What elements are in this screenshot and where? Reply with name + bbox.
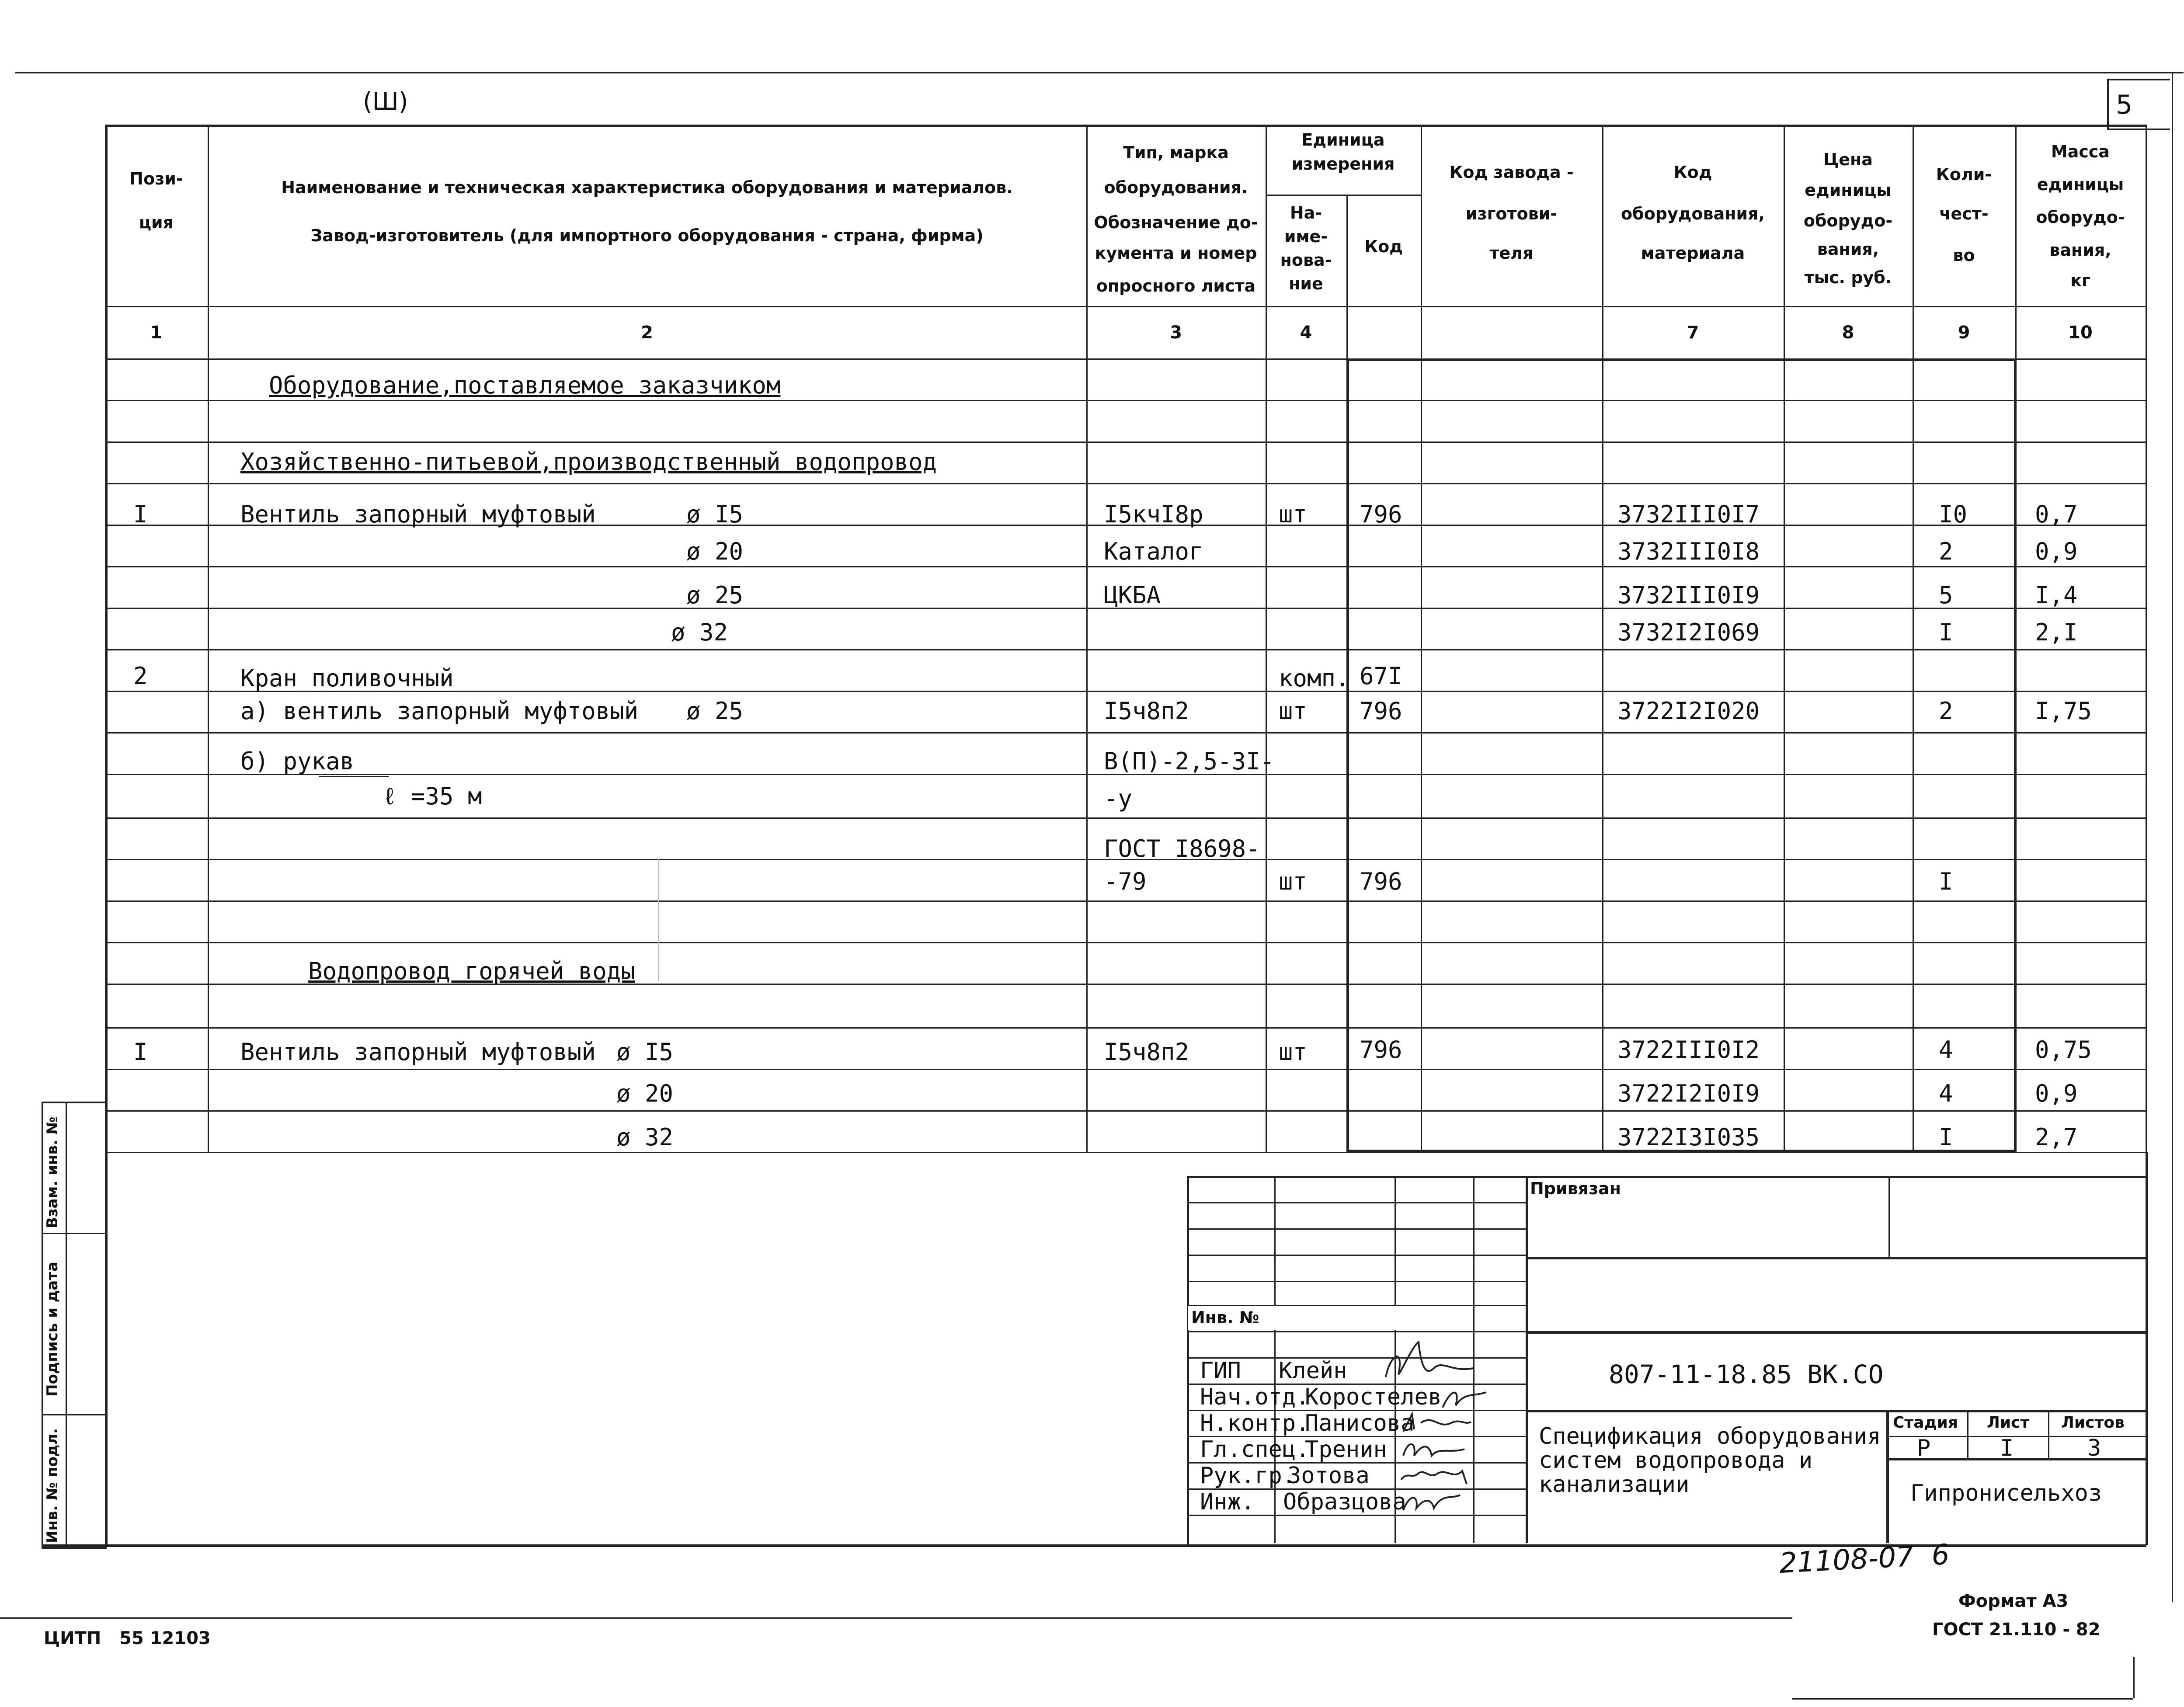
- mass: I,75: [2035, 697, 2092, 725]
- sheet-mark: (Ш): [363, 87, 408, 116]
- header-unit-name-3: нова-: [1280, 250, 1332, 270]
- role-rukgr: Рук.гр.: [1200, 1463, 1296, 1489]
- sheets-label: Листов: [2061, 1414, 2125, 1432]
- header-unit-code: Код: [1364, 237, 1403, 256]
- header-price-2: единицы: [1805, 181, 1892, 200]
- tb-line: [1526, 1410, 2146, 1412]
- tb-line: [1187, 1228, 1526, 1230]
- col-line: [208, 125, 209, 1152]
- stage-label: Стадия: [1893, 1414, 1958, 1432]
- body-thick-left: [1346, 358, 1349, 1152]
- header-qty-2: чест-: [1939, 204, 1989, 223]
- unit-sub-line: [1266, 195, 1421, 196]
- row-line: [105, 900, 2146, 902]
- unit-name: шт: [1279, 697, 1308, 725]
- body-thick-top: [1346, 358, 2015, 361]
- role-nkontr: Н.контр.: [1200, 1410, 1310, 1436]
- position: I: [133, 1038, 148, 1066]
- header-price-1: Цена: [1823, 150, 1873, 169]
- signature-gip: [1377, 1338, 1482, 1386]
- privyazan-label: Привязан: [1530, 1179, 1621, 1198]
- col-number: 3: [1170, 323, 1182, 343]
- header-unit-name-4: ние: [1289, 274, 1323, 293]
- title-line-2: систем водопровода и: [1539, 1447, 1813, 1474]
- section-heading: Водопровод горячей воды: [308, 957, 635, 985]
- mass: 0,75: [2035, 1036, 2092, 1064]
- side-strip-divider: [66, 1102, 67, 1545]
- bottom-line: [1792, 1698, 2133, 1700]
- header-mass-4: вания,: [2049, 240, 2111, 260]
- tb-line: [2048, 1410, 2049, 1458]
- row-line: [105, 817, 2146, 819]
- col-number: 1: [150, 323, 163, 343]
- item-name: Вентиль запорный муфтовый: [240, 1038, 596, 1066]
- unit-name: шт: [1279, 501, 1308, 528]
- mass: 2,I: [2035, 619, 2078, 646]
- diameter: ø 25: [686, 697, 744, 725]
- equipment-code: 3722I2I020: [1617, 697, 1760, 725]
- role-gip: ГИП: [1200, 1358, 1241, 1384]
- equipment-code: 3722I3I035: [1617, 1123, 1760, 1151]
- header-factory-2: изготови-: [1465, 204, 1558, 223]
- unit-code: 796: [1360, 501, 1402, 528]
- page-number: 5: [2116, 90, 2133, 120]
- diameter: ø 32: [616, 1123, 674, 1151]
- header-mass-2: единицы: [2037, 175, 2124, 194]
- header-type-1: Тип, марка: [1123, 143, 1229, 162]
- header-position-2: ция: [139, 213, 174, 232]
- frame-right-line: [2172, 72, 2173, 1602]
- equipment-code: 3732I2I069: [1617, 619, 1760, 646]
- col-number: 8: [1842, 323, 1854, 343]
- unit-name: шт: [1279, 1038, 1308, 1066]
- diameter: ø 32: [671, 619, 728, 646]
- header-price-3: оборудо-: [1803, 211, 1893, 230]
- signature-inzh: [1399, 1486, 1464, 1517]
- header-type-2: оборудования.: [1104, 178, 1248, 197]
- equipment-code: 3722III0I2: [1617, 1036, 1760, 1064]
- quantity: 5: [1939, 581, 1953, 609]
- header-qty-3: во: [1953, 246, 1975, 265]
- header-mass-3: оборудо-: [2036, 208, 2125, 227]
- underline: [319, 776, 389, 777]
- col-number: 4: [1300, 323, 1312, 343]
- table-left-top-line: [105, 125, 2146, 127]
- header-unit-name-1: На-: [1290, 203, 1322, 223]
- type: ГОСТ I8698-: [1104, 835, 1260, 862]
- col-line: [1421, 125, 1422, 1152]
- row-line: [105, 442, 2146, 443]
- row-line: [105, 400, 2146, 401]
- type: I5ч8п2: [1104, 697, 1189, 725]
- diameter: ø 25: [686, 581, 744, 609]
- item-name: ℓ =35 м: [383, 782, 482, 810]
- header-type-4: кумента и номер: [1095, 243, 1257, 263]
- col-line: [1602, 125, 1603, 1152]
- role-inzh: Инж.: [1200, 1489, 1255, 1515]
- mass: 0,7: [2035, 501, 2078, 528]
- header-qty-1: Коли-: [1936, 165, 1992, 184]
- document-code: 807-11-18.85 ВК.СО: [1609, 1359, 1884, 1389]
- row-line: [105, 649, 2146, 650]
- unit-name: шт: [1279, 868, 1308, 895]
- header-name-1: Наименование и техническая характеристика оборудования и материалов.: [281, 178, 1013, 197]
- header-mass-1: Масса: [2051, 142, 2110, 161]
- signature-nkontr: [1399, 1410, 1473, 1436]
- inv-label: Инв. №: [1191, 1308, 1259, 1327]
- item-name: Кран поливочный: [240, 664, 454, 692]
- tb-line: [1967, 1410, 1968, 1458]
- organization: Гипронисельхоз: [1910, 1480, 2102, 1506]
- name-nach: Коростелев: [1305, 1384, 1442, 1410]
- tb-line: [1526, 1331, 2146, 1334]
- equipment-code: 3732III0I9: [1617, 581, 1760, 609]
- mass: I,4: [2035, 581, 2078, 609]
- type: В(П)-2,5-3I-: [1104, 747, 1275, 775]
- item-name: Вентиль запорный муфтовый: [240, 501, 596, 528]
- header-unit-name-2: име-: [1284, 227, 1328, 246]
- side-strip-line: [42, 1233, 105, 1234]
- equipment-code: 3722I2I0I9: [1617, 1080, 1760, 1107]
- unit-name: комп.: [1279, 664, 1350, 692]
- col-number: 7: [1687, 323, 1699, 343]
- side-label-inv: Инв. № подл.: [44, 1428, 61, 1543]
- quantity: 2: [1939, 538, 1953, 565]
- mass: 0,9: [2035, 538, 2078, 565]
- cipt-label: ЦИТП 55 12103: [44, 1628, 211, 1648]
- diameter: ø I5: [616, 1038, 674, 1066]
- tb-line: [1187, 1255, 1526, 1256]
- position: I: [133, 501, 148, 528]
- name-inzh: Образцова: [1283, 1489, 1406, 1515]
- header-eqcode-2: оборудования,: [1621, 204, 1765, 223]
- row-line: [105, 483, 2146, 484]
- header-position-1: Пози-: [129, 169, 183, 188]
- name-nkontr: Панисова: [1305, 1410, 1415, 1436]
- quantity: I: [1939, 619, 1953, 646]
- type: -79: [1104, 868, 1147, 895]
- name-gip: Клейн: [1279, 1358, 1347, 1384]
- unit-code: 796: [1360, 868, 1402, 895]
- sheet-value: I: [2000, 1435, 2014, 1461]
- position: 2: [133, 662, 148, 690]
- diameter: ø I5: [686, 501, 744, 528]
- mass: 2,7: [2035, 1123, 2078, 1151]
- row-line: [105, 942, 2146, 943]
- quantity: 4: [1939, 1036, 1953, 1064]
- side-label-vzam: Взам. инв. №: [44, 1116, 61, 1228]
- format-label: Формат А3: [1958, 1591, 2069, 1611]
- bottom-line: [0, 1617, 1792, 1619]
- type: I5кчI8р: [1104, 501, 1203, 528]
- header-factory-1: Код завода -: [1449, 163, 1574, 182]
- quantity: I: [1939, 868, 1953, 895]
- sheets-value: 3: [2087, 1435, 2101, 1461]
- tb-line: [1886, 1410, 1889, 1543]
- faint-divider: [658, 859, 659, 981]
- unit-code: 796: [1360, 697, 1402, 725]
- header-price-4: вания,: [1817, 240, 1879, 259]
- row-line: [105, 732, 2146, 734]
- sheet-label: Лист: [1987, 1414, 2030, 1432]
- type: I5ч8п2: [1104, 1038, 1189, 1066]
- header-eqcode-1: Код: [1673, 163, 1712, 182]
- gost-label: ГОСТ 21.110 - 82: [1932, 1620, 2101, 1640]
- header-type-5: опросного листа: [1096, 276, 1256, 296]
- type: ЦКБА: [1104, 581, 1161, 609]
- bottom-line: [2133, 1657, 2135, 1698]
- quantity: 4: [1939, 1080, 1953, 1107]
- col-line-right: [2146, 125, 2147, 1152]
- row-line: [105, 1069, 2146, 1070]
- header-mass-5: кг: [2070, 271, 2090, 290]
- name-glspec: Тренин: [1305, 1436, 1387, 1463]
- tb-line: [1526, 1257, 2146, 1259]
- equipment-code: 3732III0I8: [1617, 538, 1760, 565]
- role-glspec: Гл.спец.: [1200, 1436, 1310, 1463]
- role-nach: Нач.отд.: [1200, 1384, 1310, 1410]
- signature-glspec: [1399, 1436, 1469, 1462]
- tb-line: [1187, 1202, 1526, 1203]
- header-eqcode-3: материала: [1641, 243, 1745, 263]
- col-line: [1913, 125, 1914, 1152]
- type: Каталог: [1104, 538, 1203, 565]
- diameter: ø 20: [686, 538, 744, 565]
- tb-line: [1187, 1331, 1526, 1332]
- row-line: [105, 1110, 2146, 1112]
- section-heading: Оборудование,поставляемое заказчиком: [269, 372, 781, 399]
- diameter: ø 20: [616, 1080, 674, 1107]
- side-strip-line: [42, 1414, 105, 1415]
- side-label-podpis: Подпись и дата: [44, 1262, 61, 1397]
- header-unit-1: Единица: [1301, 130, 1385, 149]
- equipment-code: 3732III0I7: [1617, 501, 1760, 528]
- col-number: 2: [641, 323, 653, 343]
- mass: 0,9: [2035, 1080, 2078, 1107]
- col-number: 9: [1958, 323, 1970, 343]
- row-line: [105, 566, 2146, 567]
- header-unit-2: измерения: [1291, 154, 1395, 174]
- tb-line: [1888, 1176, 1890, 1257]
- quantity: 2: [1939, 697, 1953, 725]
- tb-line: [1526, 1176, 1528, 1543]
- section-heading: Хозяйственно-питьевой,производственный водопровод: [240, 448, 937, 476]
- header-factory-3: теля: [1489, 243, 1534, 263]
- quantity: I: [1939, 1123, 1953, 1151]
- title-line-3: канализации: [1539, 1471, 1690, 1498]
- title-line-1: Спецификация оборудования: [1539, 1423, 1881, 1450]
- unit-code: 796: [1360, 1036, 1402, 1064]
- row-line: [105, 1027, 2146, 1029]
- name-rukgr: Зотова: [1287, 1463, 1370, 1489]
- header-price-5: тыс. руб.: [1804, 268, 1892, 287]
- type: -у: [1104, 785, 1133, 812]
- item-name: а) вентиль запорный муфтовый: [240, 697, 639, 725]
- header-bottom-line: [105, 306, 2146, 307]
- tb-line: [1187, 1281, 1526, 1282]
- body-thick-right: [2014, 358, 2017, 1152]
- frame-top-line: [15, 72, 2184, 73]
- stage-value: Р: [1917, 1435, 1931, 1461]
- header-name-2: Завод-изготовитель (для импортного оборудования - страна, фирма): [310, 226, 984, 245]
- quantity: I0: [1939, 501, 1968, 528]
- item-name: б) рукав: [240, 747, 355, 775]
- header-type-3: Обозначение до-: [1094, 213, 1258, 232]
- unit-code: 67I: [1360, 662, 1402, 690]
- handwritten-number: 21108-07 6: [1778, 1538, 1951, 1580]
- col-number: 10: [2068, 323, 2093, 343]
